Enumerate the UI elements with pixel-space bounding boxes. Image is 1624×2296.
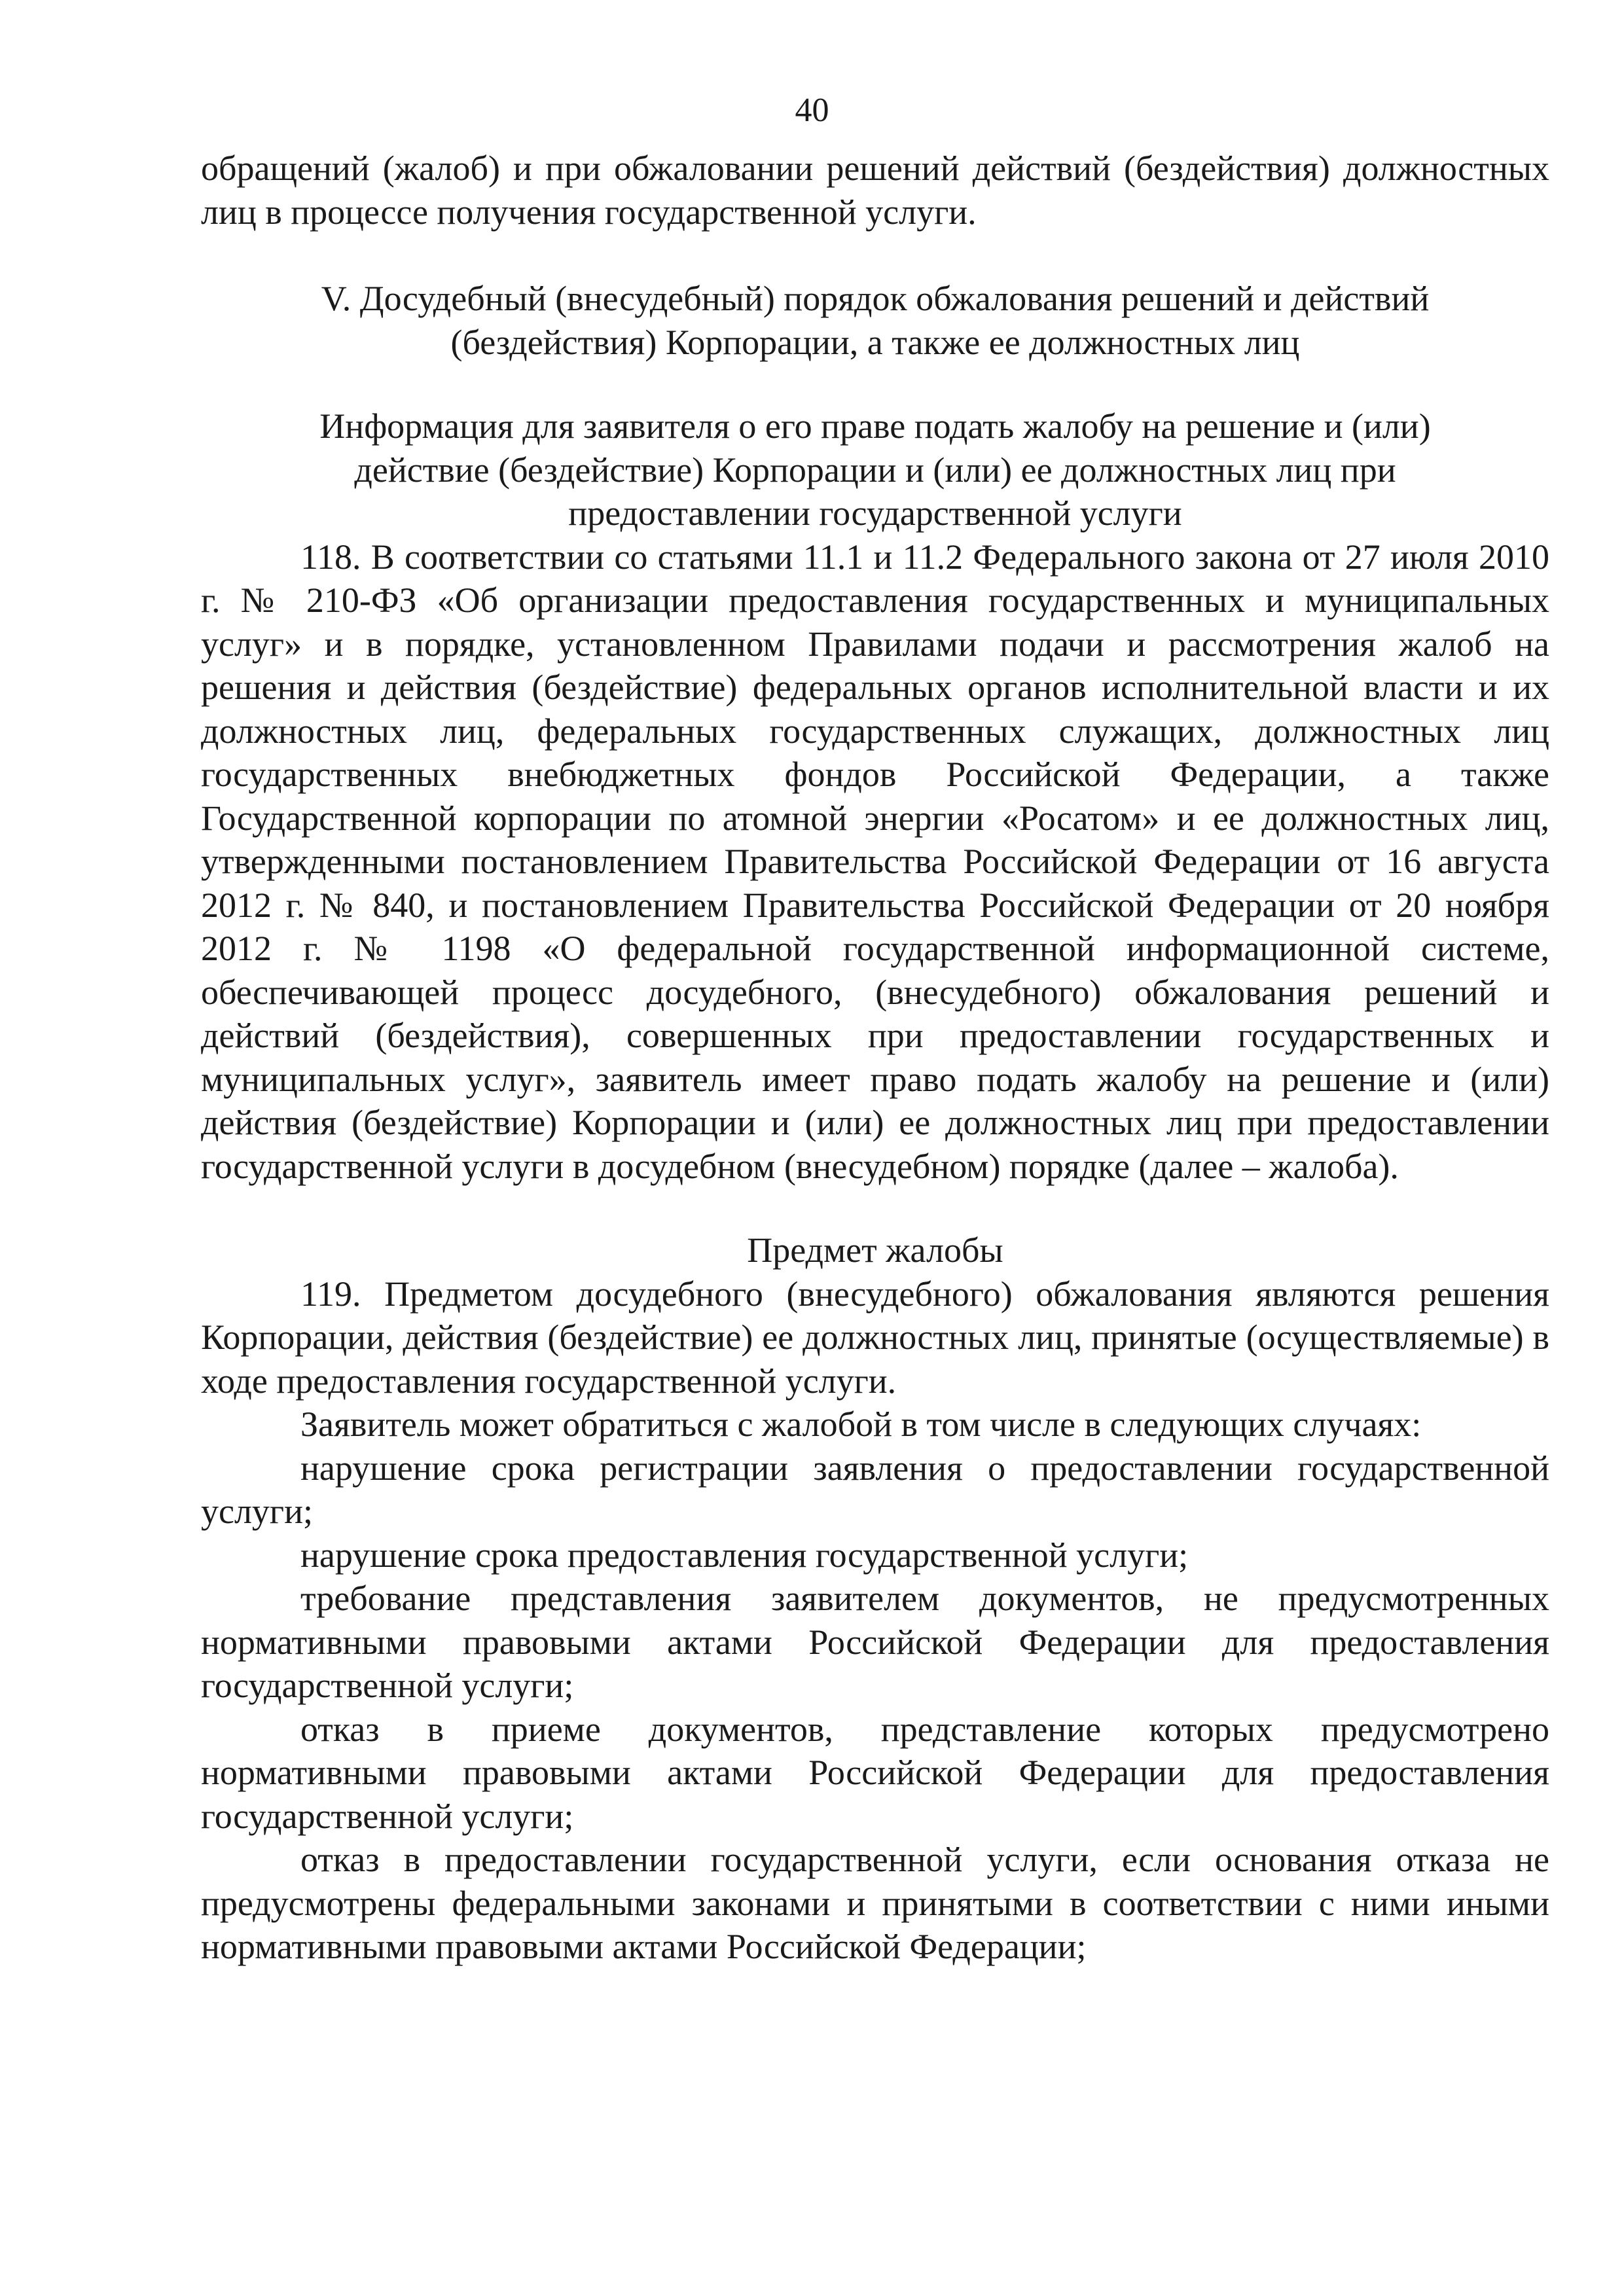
info-heading-line: предоставлении государственной услуги	[568, 493, 1182, 533]
case-item: отказ в приеме документов, представление которых предусмотрено нормативными правовыми актами Российской Федерации для предоставления государственной услуги;	[201, 1709, 1549, 1836]
section-title-line: (бездействия) Корпорации, а также ее должностных лиц	[450, 322, 1300, 362]
section-title-line: V. Досудебный (внесудебный) порядок обжалования решений и действий	[321, 279, 1430, 318]
subject-heading: Предмет жалобы	[747, 1230, 1003, 1270]
cases-intro: Заявитель может обратиться с жалобой в том числе в следующих случаях:	[300, 1405, 1422, 1444]
info-heading	[201, 404, 1549, 535]
page-number: 40	[795, 92, 829, 129]
section-title	[201, 277, 1549, 364]
case-item: нарушение срока предоставления государственной услуги;	[300, 1535, 1189, 1575]
info-heading-line: действие (бездействие) Корпорации и (или) ее должностных лиц при	[354, 450, 1396, 490]
paragraph-119: 119. Предметом досудебного (внесудебного) обжалования являются решения Корпорации, действия (бездействие) ее должностных лиц, принятые (осуществляемые) в ходе предоставления государственной услуги.	[201, 1274, 1549, 1401]
paragraph-118: 118. В соответствии со статьями 11.1 и 11.2 Федерального закона от 27 июля 2010 г. № 210-ФЗ «Об организации предоставления государственных и муниципальных услуг» и в порядке, установленном Правилами подачи и рассмотрения жалоб на решения и действия (бездействие) федеральных органов исполнительной власти и их должностных лиц, федеральных государственных служащих, должностных лиц государственных внебюджетных фондов Российской Федерации, а также Государственной корпорации по атомной энергии «Росатом» и ее должностных лиц, утвержденными постановлением Правительства Российской Федерации от 16 августа 2012 г. № 840, и постановлением Правительства Российской Федерации от 20 ноября 2012 г. № 1198 «О федеральной государственной информационной системе, обеспечивающей процесс досудебного, (внесудебного) обжалования решений и действий (бездействия), совершенных при предоставлении государственных и муниципальных услуг», заявитель имеет право подать жалобу на решение и (или) действия (бездействие) Корпорации и (или) ее должностных лиц при предоставлении государственной услуги в досудебном (внесудебном) порядке (далее – жалоба).	[201, 537, 1549, 1186]
document-body	[201, 147, 1549, 1969]
case-item: требование представления заявителем документов, не предусмотренных нормативными правовыми актами Российской Федерации для предоставления государственной услуги;	[201, 1579, 1549, 1705]
case-item: отказ в предоставлении государственной услуги, если основания отказа не предусмотрены федеральными законами и принятыми в соответствии с ними иными нормативными правовыми актами Российской Федерации;	[201, 1840, 1549, 1966]
continuation-paragraph: обращений (жалоб) и при обжаловании решений действий (бездействия) должностных лиц в процессе получения государственной услуги.	[201, 149, 1549, 232]
case-item: нарушение срока регистрации заявления о предоставлении государственной услуги;	[201, 1448, 1549, 1531]
info-heading-line: Информация для заявителя о его праве подать жалобу на решение и (или)	[319, 406, 1431, 446]
